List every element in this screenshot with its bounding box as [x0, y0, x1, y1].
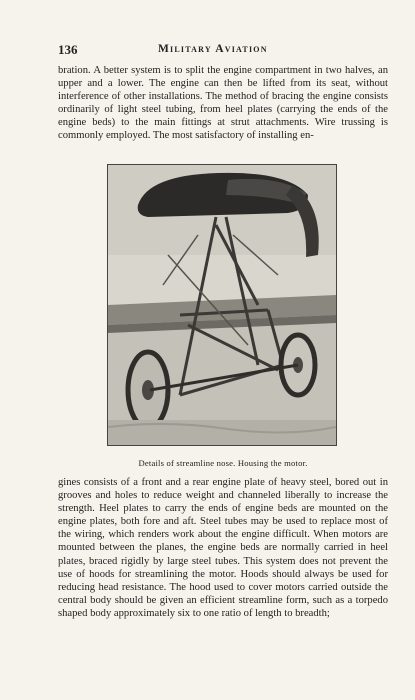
paragraph-top: bration. A better system is to split the engine compartment in two halves, an upper and a lower. The engine can then be lifted from its seat, without interference of other installations. The method of bracing the engine consists ordinarily of light steel tubing, from heel plates (carrying the ends of the engine beds) to the main fittings at strut attachments. Wire trussing is commonly employed. The most satisfactory of installing en- [58, 65, 388, 142]
aircraft-nose-photograph [107, 164, 337, 446]
page-header [58, 42, 388, 58]
page-number: 136 [58, 42, 78, 57]
figure-caption: Details of streamline nose. Housing the motor. [138, 458, 308, 468]
running-title: Military Aviation [158, 43, 268, 55]
paragraph-bottom: gines consists of a front and a rear engine plate of heavy steel, bored out in grooves and holes to reduce weight and channeled liberally to increase the strength. Heel plates to carry the ends of engine beds are mounted on the engine plates, both fore and aft. Steel tubes may be used to replace most of the wiring, which renders work about the engine difficult. When motors are mounted between the planes, the engine beds are normally carried in heel plates, braced rigidly by large steel tubes. This system does not prevent the use of hoods for streamlining the motor. Hoods should always be used for reducing head resistance. The hood used to cover motors carried outside the central body should be given an efficient streamline form, such as a torpedo shaped body approximately six to one ratio of length to breadth; [58, 477, 388, 619]
